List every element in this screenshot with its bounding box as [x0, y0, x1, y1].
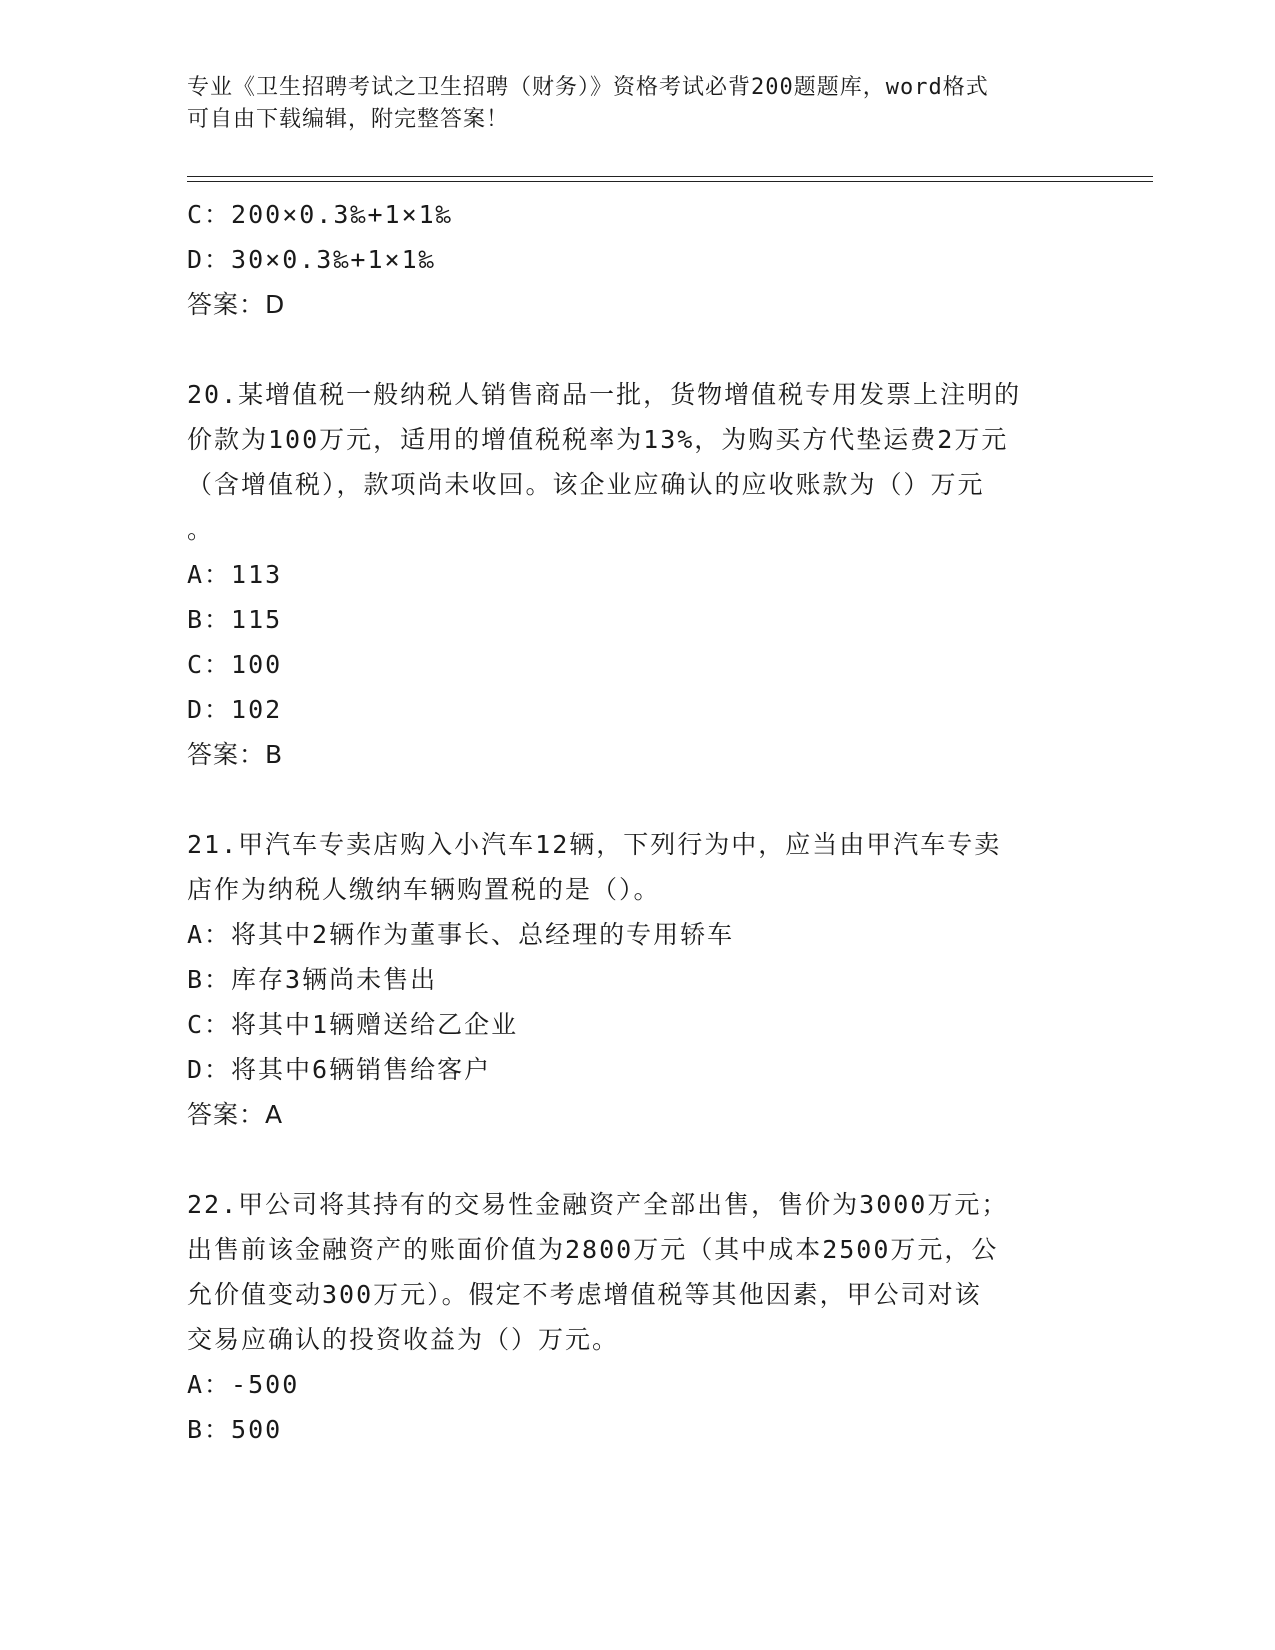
question-text-line: 允价值变动300万元）。假定不考虑增值税等其他因素，甲公司对该 [187, 1280, 982, 1309]
question-22 [187, 1182, 1087, 1452]
answer-label: 答案：A [187, 1100, 284, 1129]
question-text-line: 20.某增值税一般纳税人销售商品一批，货物增值税专用发票上注明的 [187, 380, 1022, 409]
question-21 [187, 822, 1087, 1137]
question-19-tail [187, 192, 1087, 327]
spacer [187, 777, 1087, 822]
header-title-line-1: 专业《卫生招聘考试之卫生招聘（财务）》资格考试必背200题题库，word格式 [187, 75, 989, 100]
question-content [187, 192, 1087, 1452]
answer-label: 答案：D [187, 290, 286, 319]
option-a: A：-500 [187, 1370, 300, 1399]
option-d: D：30×0.3‰+1×1‰ [187, 245, 436, 274]
option-b: B：库存3辆尚未售出 [187, 965, 438, 994]
option-b: B：115 [187, 605, 283, 634]
question-text-line: 22.甲公司将其持有的交易性金融资产全部出售，售价为3000万元； [187, 1190, 1009, 1219]
question-text-line: 。 [187, 515, 215, 544]
question-20 [187, 372, 1087, 777]
question-text-line: 价款为100万元，适用的增值税税率为13%，为购买方代垫运费2万元 [187, 425, 1009, 454]
option-c: C：100 [187, 650, 283, 679]
answer-label: 答案：B [187, 740, 284, 769]
option-d: D：102 [187, 695, 283, 724]
question-text-line: 21.甲汽车专卖店购入小汽车12辆，下列行为中，应当由甲汽车专卖 [187, 830, 1002, 859]
option-c: C：200×0.3‰+1×1‰ [187, 200, 453, 229]
spacer [187, 1137, 1087, 1182]
option-d: D：将其中6辆销售给客户 [187, 1055, 492, 1084]
option-a: A：113 [187, 560, 283, 589]
question-text-line: 交易应确认的投资收益为（）万元。 [187, 1325, 620, 1354]
question-text-line: （含增值税），款项尚未收回。该企业应确认的应收账款为（）万元 [187, 470, 985, 499]
question-text-line: 出售前该金融资产的账面价值为2800万元（其中成本2500万元，公 [187, 1235, 999, 1264]
spacer [187, 327, 1087, 372]
option-c: C：将其中1辆赠送给乙企业 [187, 1010, 519, 1039]
header-title-line-2: 可自由下载编辑，附完整答案！ [187, 107, 510, 132]
header-divider-bottom [187, 181, 1153, 182]
option-a: A：将其中2辆作为董事长、总经理的专用轿车 [187, 920, 735, 949]
header-divider-top [187, 176, 1153, 177]
page-header [187, 72, 1087, 136]
question-text-line: 店作为纳税人缴纳车辆购置税的是（）。 [187, 875, 661, 904]
option-b: B：500 [187, 1415, 283, 1444]
